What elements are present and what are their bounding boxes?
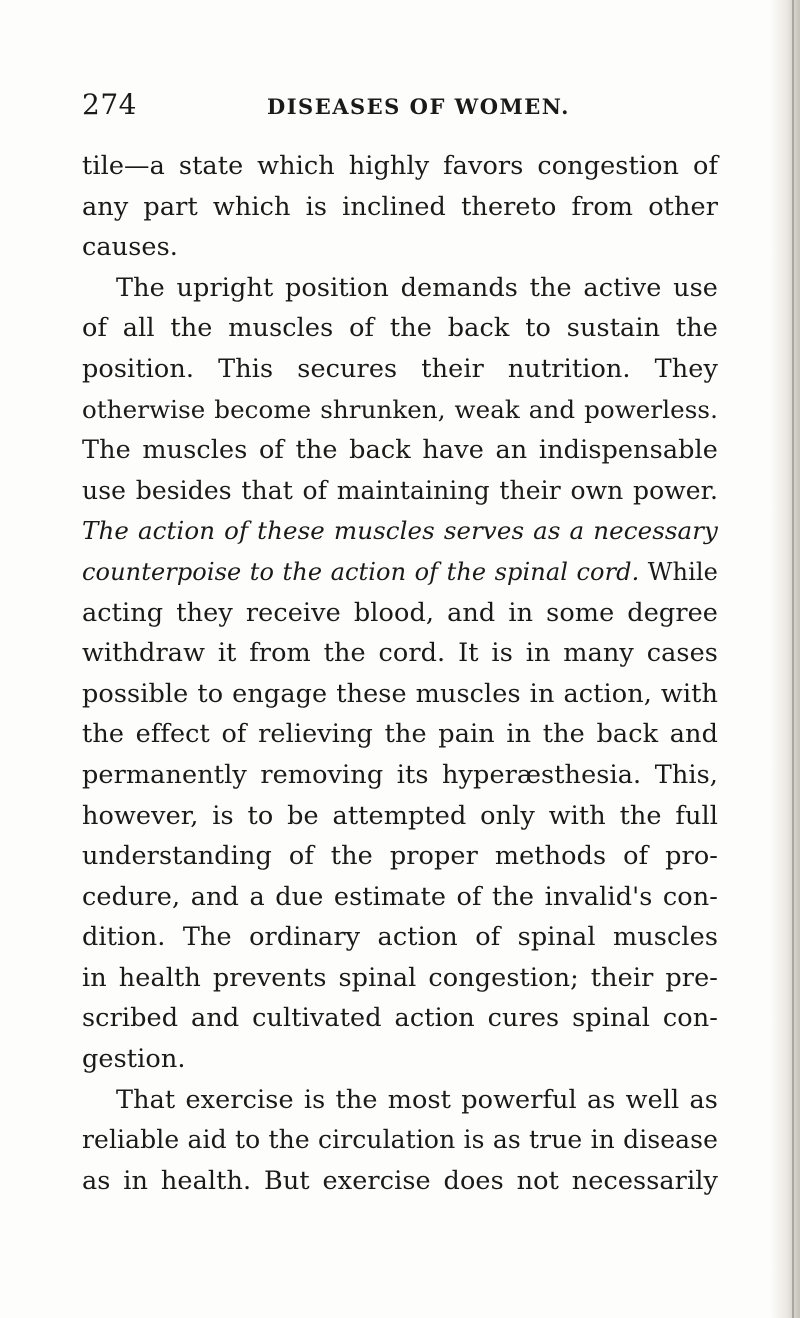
page-number: 274 [82, 88, 137, 121]
page-header [82, 82, 722, 128]
text-line: as in health. But exercise does not necessarily [82, 1165, 718, 1196]
body-text [82, 146, 718, 1201]
text-line: withdraw it from the cord. It is in many cases [82, 638, 718, 669]
text-line: The muscles of the back have an indispensable [82, 435, 718, 466]
text-line: otherwise become shrunken, weak and powerless. [82, 394, 718, 424]
text-line: gestion. [82, 1044, 186, 1075]
text-line: scribed and cultivated action cures spinal con- [82, 1003, 718, 1034]
text-line: cedure, and a due estimate of the invalid's con- [82, 881, 718, 912]
text-line: permanently removing its hyperæsthesia. This, [82, 759, 718, 790]
text-line: causes. [82, 232, 178, 263]
page-edge-line [792, 0, 794, 1318]
paragraph-start-line: The upright position demands the active use [116, 272, 718, 303]
text-line: dition. The ordinary action of spinal muscles [82, 922, 718, 953]
text-line: understanding of the proper methods of pro- [82, 841, 718, 872]
running-head: DISEASES OF WOMEN. [267, 94, 570, 119]
italic-phrase: counterpoise to the action of the spinal cord. [82, 557, 640, 586]
text-line: in health prevents spinal congestion; their pre- [82, 962, 718, 993]
text-line: reliable aid to the circulation is as true in disease [82, 1125, 718, 1155]
text-line: any part which is inclined thereto from other [82, 191, 718, 222]
text-line: however, is to be attempted only with the full [82, 800, 718, 831]
text-line: acting they receive blood, and in some degree [82, 597, 718, 628]
text-phrase: While [639, 557, 718, 586]
mixed-text-line [82, 552, 718, 593]
italic-text-line: The action of these muscles serves as a necessary [82, 516, 718, 546]
text-line: of all the muscles of the back to sustain the [82, 313, 718, 344]
paragraph-start-line: That exercise is the most powerful as well as [116, 1084, 718, 1115]
text-line: use besides that of maintaining their own power. [82, 475, 718, 505]
text-line: the effect of relieving the pain in the back and [82, 719, 718, 750]
text-line: possible to engage these muscles in action, with [82, 678, 718, 709]
page-edge-shadow [770, 0, 800, 1318]
text-line: position. This secures their nutrition. They [82, 353, 718, 384]
text-line: tile—a state which highly favors congestion of [82, 151, 718, 181]
